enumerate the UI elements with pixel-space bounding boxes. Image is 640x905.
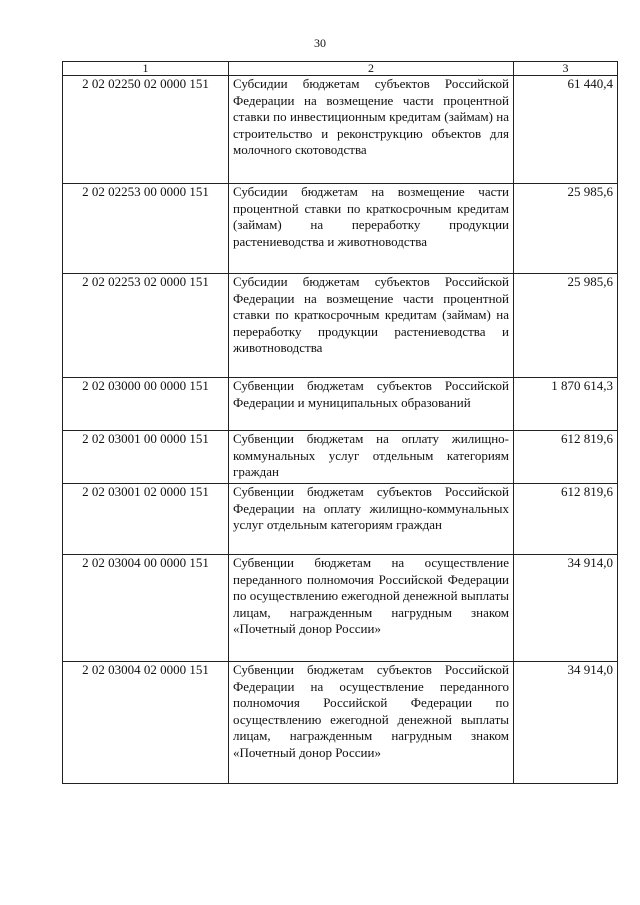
row-code: 2 02 03004 02 0000 151 (63, 662, 229, 784)
row-description: Субсидии бюджетам субъектов Российской Федерации на возмещение части процентной ставки по краткосрочным кредитам (займам) на переработку продукции растениеводства и животноводства (229, 274, 514, 378)
column-header-code: 1 (63, 62, 229, 76)
row-amount: 34 914,0 (514, 662, 618, 784)
row-code: 2 02 03004 00 0000 151 (63, 555, 229, 662)
table-row (63, 274, 618, 378)
row-amount: 612 819,6 (514, 431, 618, 484)
row-description: Субвенции бюджетам на оплату жилищно-коммунальных услуг отдельным категориям граждан (229, 431, 514, 484)
row-code: 2 02 03001 00 0000 151 (63, 431, 229, 484)
row-description: Субвенции бюджетам на осуществление переданного полномочия Российской Федерации по осуществлению ежегодной денежной выплаты лицам, награжденным нагрудным знаком «Почетный донор России» (229, 555, 514, 662)
row-amount: 612 819,6 (514, 484, 618, 555)
table-row (63, 662, 618, 784)
row-description: Субсидии бюджетам на возмещение части процентной ставки по краткосрочным кредитам (займам) на переработку продукции растениеводства и животноводства (229, 184, 514, 274)
table-row (63, 76, 618, 184)
row-code: 2 02 03000 00 0000 151 (63, 378, 229, 431)
row-description: Субвенции бюджетам субъектов Российской Федерации на оплату жилищно-коммунальных услуг отдельным категориям граждан (229, 484, 514, 555)
row-description: Субвенции бюджетам субъектов Российской Федерации и муниципальных образований (229, 378, 514, 431)
row-code: 2 02 02253 02 0000 151 (63, 274, 229, 378)
table-row (63, 484, 618, 555)
row-amount: 1 870 614,3 (514, 378, 618, 431)
row-code: 2 02 02253 00 0000 151 (63, 184, 229, 274)
table-row (63, 184, 618, 274)
budget-revenue-table (62, 61, 618, 784)
row-amount: 25 985,6 (514, 184, 618, 274)
row-amount: 25 985,6 (514, 274, 618, 378)
row-amount: 34 914,0 (514, 555, 618, 662)
row-code: 2 02 02250 02 0000 151 (63, 76, 229, 184)
page-number: 30 (314, 36, 326, 50)
column-header-amount: 3 (514, 62, 618, 76)
column-header-description: 2 (229, 62, 514, 76)
row-code: 2 02 03001 02 0000 151 (63, 484, 229, 555)
table-row (63, 431, 618, 484)
table-row (63, 378, 618, 431)
table-row (63, 555, 618, 662)
table-header-row (63, 62, 618, 76)
row-description: Субвенции бюджетам субъектов Российской Федерации на осуществление переданного полномочия Российской Федерации по осуществлению ежегодной денежной выплаты лицам, награжденным нагрудным знаком «Почетный донор России» (229, 662, 514, 784)
row-description: Субсидии бюджетам субъектов Российской Федерации на возмещение части процентной ставки по инвестиционным кредитам (займам) на строительство и реконструкцию объектов для молочного скотоводства (229, 76, 514, 184)
row-amount: 61 440,4 (514, 76, 618, 184)
